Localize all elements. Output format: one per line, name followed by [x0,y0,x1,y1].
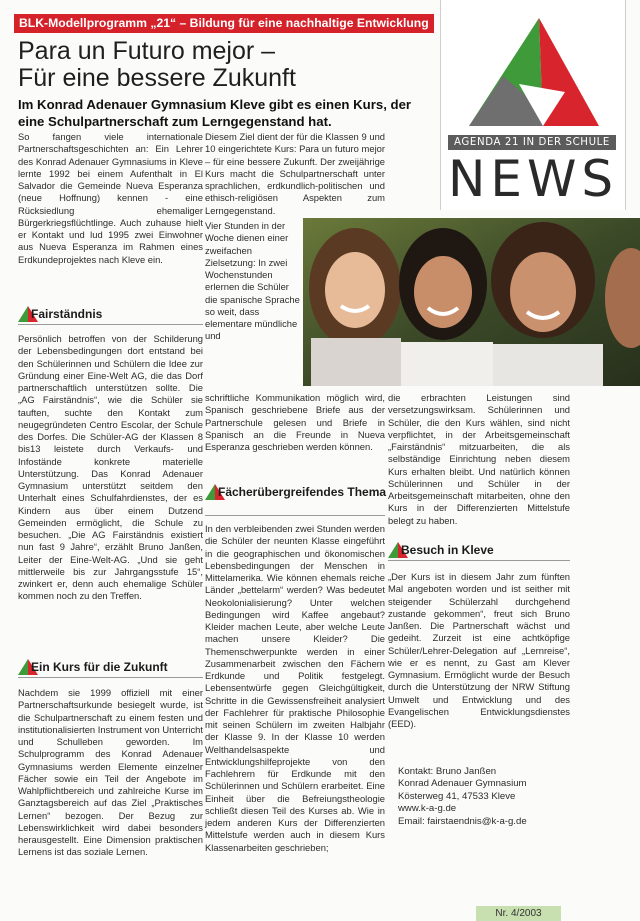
section-heading-kurs: Ein Kurs für die Zukunft [18,657,203,679]
contact-website[interactable]: www.k-a-g.de [398,803,457,815]
contact-school: Konrad Adenauer Gymnasium [398,778,527,790]
kurs-hours-paragraph: Vier Stunden in der Woche dienen einer zweifachen Zielsetzung: In zwei Wochenstunden erlernen die Schüler die spanische Sprache so weit, dass elementare mündliche und [205,220,300,342]
contact-person: Kontakt: Bruno Janßen [398,766,497,777]
contact-email[interactable]: Email: fairstaendnis@k-a-g.de [398,815,527,827]
title-line-1: Para un Futuro mejor – [18,37,276,65]
contact-block [398,766,608,828]
kurs-rules-paragraph: die erbrachten Leistungen sind versetzungswirksam. Schülerinnen und Schüler, die den Kurs wählen, sind nicht verpflichtet, in der Arbeitsgemeinschaft „Fairständnis“ mitzuarbeiten, die als selbständige Einrichtung neben diesem Kurs erhalten bleibt. Und natürlich können Schülerinnen und Schüler in der Arbeitsgemeinschaft mitarbeiten, ohne den Kurs in der Differenzierten Mittelstufe belegt zu haben. [388,392,570,526]
article-subtitle: Im Konrad Adenauer Gymnasium Kleve gibt es einen Kurs, der eine Schulpartnerschaft zum Lerngegenstand hat. [18,97,412,129]
faecher-paragraph: In den verbleibenden zwei Stunden werden die Schüler der neunten Klasse eingeführt in die geographischen und ökonomischen Lebensbedingungen der Menschen in Mittelamerika. Wie können ehemals reiche Länder „bettelarm“ werden? Was bedeutet Neokolonialisierung? Unter welchen Bedingungen wird Kaffee angebaut? Kleider machen Leute, aber welche Leute machen unsere Kleider? Die Themenschwerpunkte werden in einer Zusammenarbeit zwischen den Fächern Erdkunde und Politik festgelegt. Lebensentwürfe gegen Gleichgültigkeit, Schritte in die Gewissensfreiheit analysiert der Fachlehrer für praktische Philosophie mit seinen Schülern im zweiten Halbjahr der Klasse 9. In der Klasse 10 werden Welthandelsaspekte und Entwicklungshilfeprojekte von den Fachlehrern für Erdkunde mit den Schülerinnen und Schülern erarbeitet. Eine Einheit über die Befreiungstheologie schließt diesen Teil des Kurses ab. Wie in jedem anderen Kurs der Differenzierten Mittelstufe werden auch in diesem Kurs Klassenarbeiten geschrieben; [205,523,385,853]
news-wordmark: NEWS [448,150,619,208]
agenda21-triangle-logo [459,14,607,132]
issue-number: Nr. 4/2003 [476,906,561,921]
contact-address: Kösterweg 41, 47533 Kleve [398,790,516,802]
section-heading-faecher: Fächerübergreifendes Thema [205,482,385,516]
kurs-communication-paragraph: schriftliche Kommunikation möglich wird, Spanisch geschriebene Briefe aus der Partnerschule gelesen und Briefe in Spanisch an die Freunde in Nueva Esperanza geschrieben werden können. [205,392,385,452]
section-heading-besuch: Besuch in Kleve [388,540,570,562]
students-photo [303,218,640,386]
section-heading-fairstaendnis: Fairständnis [18,304,203,326]
title-line-2: Für eine bessere Zukunft [18,64,296,92]
kurs-paragraph: Nachdem sie 1999 offiziell mit einer Partnerschaftsurkunde besiegelt wurde, ist die Schulpartnerschaft zu einem festen und institutionalisierten Instrument von Unterricht und Schulleben geworden. Im Schulprogramm des Konrad Adenauer Gymnasiums werden Elemente einzelner Fächer sowie ein Teil der Angebote im Wahlpflichtbereich und zahlreiche Kurse im Ganztagsbereich auf das Ziel „Praktisches Lernen“ bezogen. Der Bezug zur Lebenswirklichkeit wird dabei besonders herausgestellt. Eine Dimension praktischen Lernens ist das soziale Lernen. [18,687,203,858]
agenda21-label: AGENDA 21 IN DER SCHULE [448,135,616,150]
fairstaendnis-paragraph: Persönlich betroffen von der Schilderung der Lebensbedingungen dort entstand bei den Schülerinnen und Schülern die Idee zur Gründung einer Eine-Welt AG, die das Dorf partnerschaftlich unterstützen sollte. Die „AG Fairständnis“, wie die Schüler sie tauften, suchte den Kontakt zum neugegründeten Centro Escolar, der Schule des Dorfes. Die Schüler-AG der Klassen 8 bis13 leistete durch Verkaufs- und Infostände konkrete materielle Unterstützung. Das Konrad Adenauer Gymnasium unterstützt seitdem den Unterhalt eines Schulfahrdienstes, der es Kindern aus über einem Dutzend Gemeinden ermöglicht, die Schule zu besuchen. „Die AG Fairständnis existiert nun fast 9 Jahre“, erzählt Bruno Janßen, Leiter der Eine-Welt-AG. „Und sie geht mittlerweile bis zur Jahrgangsstufe 15“, zwinkert er, denn auch ehemalige Schüler kommen noch zu den Treffen. [18,333,203,602]
kurs-goal-paragraph: Diesem Ziel dient der für die Klassen 9 und 10 eingerichtete Kurs: Para un futuro mejor – für eine bessere Zukunft. Der zweijährige Kurs macht die Schulpartnerschaft unter sprachlichen, erdkundlich-politischen und ethisch-religiösen Aspekten zum Lerngegenstand. [205,131,385,216]
besuch-paragraph: „Der Kurs ist in diesem Jahr zum fünften Mal angeboten worden und ist seither mit steigender Schülerzahl durchgehend zustande gekommen“, freut sich Bruno Janßen. Die Partnerschaft wächst und gedeiht. Zurzeit ist eine achtköpfige Schüler/Lehrer-Delegation auf „Lernreise“, wie er es nennt, zu Gast am Klever Gymnasium. Ermöglicht wurde der Besuch durch die Unterstützung der NRW Stiftung Umwelt und Entwicklung und des Evangelischen Entwicklungsdienstes (EED). [388,571,570,729]
students-photo-illustration [303,218,640,386]
program-banner: BLK-Modellprogramm „21“ – Bildung für eine nachhaltige Entwicklung [14,14,434,33]
intro-paragraph: So fangen viele internationale Partnerschaftsgeschichten an: Ein Lehrer des Konrad Adenauer Gymnasiums in Kleve lernte 1992 bei einem Aufenthalt in El Salvador die Gemeinde Nueva Esperanza (neue Hoffnung) kennen - eine Rücksiedlung ehemaliger Bürgerkriegsflüchtlinge. Auch zuhause hielt er Kontakt und lud 1995 zwei Einwohner aus Nueva Esperanza im Rahmen eines Erdkundeprojektes nach Kleve ein. [18,131,203,265]
article-title [18,38,438,92]
